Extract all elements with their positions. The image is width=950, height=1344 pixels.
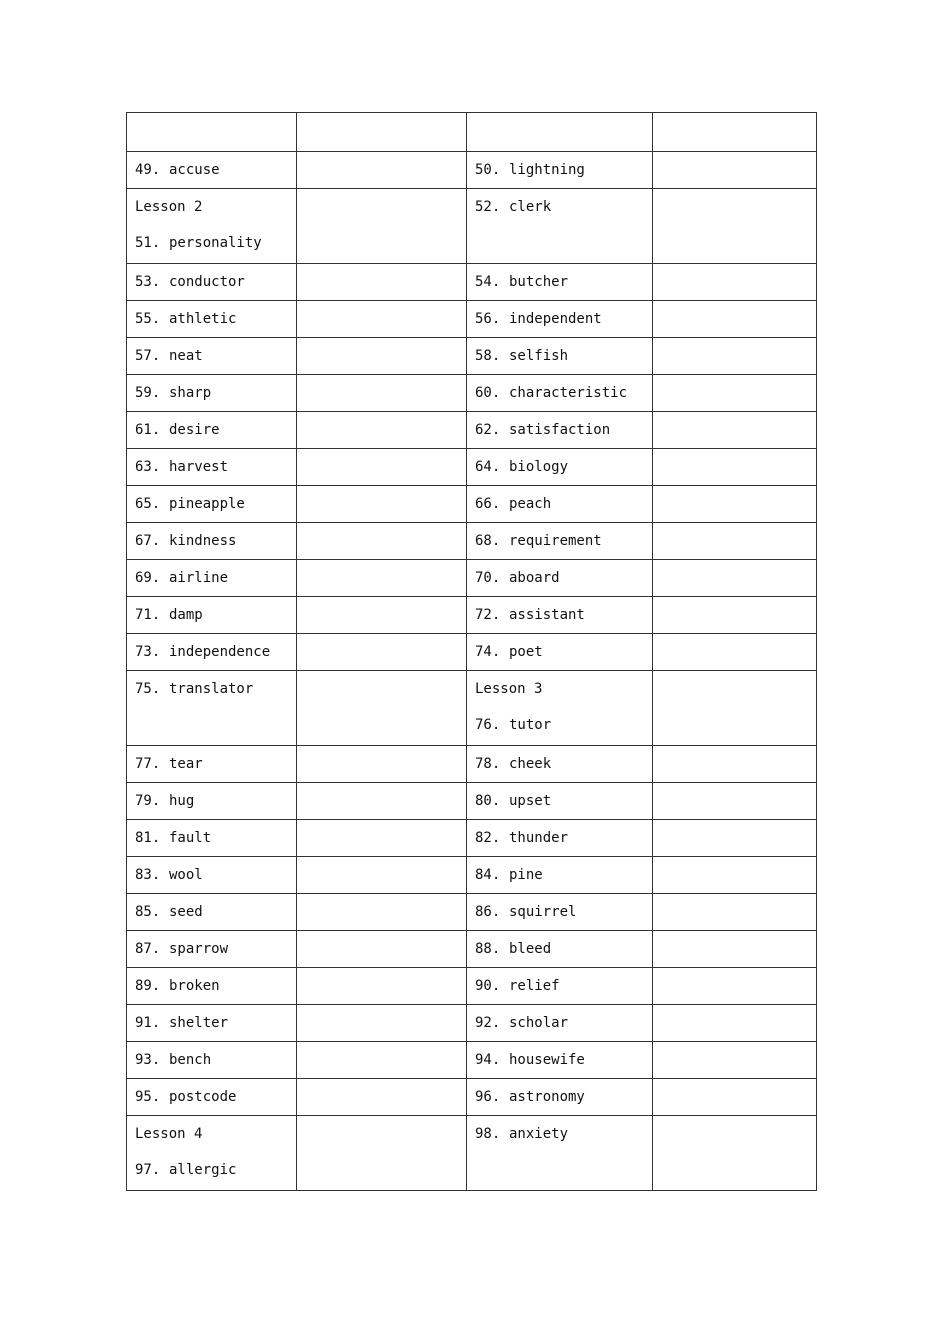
entry-word: broken xyxy=(169,978,220,994)
right-answer-cell[interactable] xyxy=(653,1079,817,1116)
vocab-entry xyxy=(135,486,288,522)
vocab-entry xyxy=(475,338,644,374)
entry-number: 66. xyxy=(475,496,501,512)
right-word-cell xyxy=(467,264,653,301)
entry-word: accuse xyxy=(169,162,220,178)
right-word-cell xyxy=(467,449,653,486)
left-answer-cell[interactable] xyxy=(297,671,467,746)
entry-word: damp xyxy=(169,607,203,623)
lesson-heading xyxy=(135,189,288,225)
left-word-cell xyxy=(127,338,297,375)
left-answer-cell[interactable] xyxy=(297,931,467,968)
table-row xyxy=(127,152,817,189)
entry-number: 73. xyxy=(135,644,161,660)
vocab-entry xyxy=(475,189,644,225)
left-word-cell xyxy=(127,264,297,301)
left-answer-cell[interactable] xyxy=(297,783,467,820)
left-answer-cell[interactable] xyxy=(297,820,467,857)
entry-number: 67. xyxy=(135,533,161,549)
right-word-cell xyxy=(467,338,653,375)
entry-number: 89. xyxy=(135,978,161,994)
right-answer-cell[interactable] xyxy=(653,671,817,746)
left-word-cell xyxy=(127,1005,297,1042)
left-word-cell xyxy=(127,1042,297,1079)
right-word-cell xyxy=(467,486,653,523)
vocab-entry xyxy=(135,301,288,337)
entry-number: 93. xyxy=(135,1052,161,1068)
left-word-cell xyxy=(127,857,297,894)
entry-number: 56. xyxy=(475,311,501,327)
entry-number: 57. xyxy=(135,348,161,364)
entry-word: clerk xyxy=(509,199,552,215)
right-answer-cell[interactable] xyxy=(653,560,817,597)
right-answer-cell[interactable] xyxy=(653,968,817,1005)
entry-word: upset xyxy=(509,793,552,809)
right-answer-cell[interactable] xyxy=(653,449,817,486)
right-word-cell xyxy=(467,746,653,783)
vocab-entry xyxy=(475,1116,644,1152)
entry-number: 79. xyxy=(135,793,161,809)
left-word-cell xyxy=(127,746,297,783)
left-answer-cell[interactable] xyxy=(297,486,467,523)
vocab-entry xyxy=(475,301,644,337)
table-row xyxy=(127,894,817,931)
entry-word: postcode xyxy=(169,1089,237,1105)
entry-word: sharp xyxy=(169,385,212,401)
vocab-entry xyxy=(135,597,288,633)
entry-word: pine xyxy=(509,867,543,883)
entry-number: 90. xyxy=(475,978,501,994)
entry-number: 78. xyxy=(475,756,501,772)
entry-word: kindness xyxy=(169,533,237,549)
left-answer-cell[interactable] xyxy=(297,412,467,449)
vocab-entry xyxy=(135,152,288,188)
entry-word: peach xyxy=(509,496,552,512)
left-word-cell xyxy=(127,523,297,560)
left-answer-cell[interactable] xyxy=(297,560,467,597)
vocab-entry xyxy=(135,746,288,782)
entry-word: poet xyxy=(509,644,543,660)
right-word-cell xyxy=(467,560,653,597)
entry-number: 61. xyxy=(135,422,161,438)
left-word-cell xyxy=(127,820,297,857)
vocab-entry xyxy=(135,820,288,856)
entry-word: bench xyxy=(169,1052,212,1068)
entry-word: sparrow xyxy=(169,941,229,957)
vocab-entry xyxy=(475,894,644,930)
vocab-entry xyxy=(135,264,288,300)
entry-word: thunder xyxy=(509,830,569,846)
entry-number: 82. xyxy=(475,830,501,846)
entry-word: aboard xyxy=(509,570,560,586)
entry-number: 80. xyxy=(475,793,501,809)
entry-number: 70. xyxy=(475,570,501,586)
vocab-entry xyxy=(135,338,288,374)
entry-word: astronomy xyxy=(509,1089,585,1105)
entry-word: personality xyxy=(169,235,262,251)
lesson-heading xyxy=(475,671,644,707)
right-word-cell xyxy=(467,1042,653,1079)
vocab-entry xyxy=(135,1042,288,1078)
vocab-entry xyxy=(135,634,288,670)
table-row xyxy=(127,931,817,968)
right-answer-cell[interactable] xyxy=(653,820,817,857)
entry-number: 86. xyxy=(475,904,501,920)
left-word-cell xyxy=(127,301,297,338)
vocab-entry xyxy=(475,707,644,743)
entry-word: shelter xyxy=(169,1015,229,1031)
left-word-cell xyxy=(127,671,297,746)
right-word-cell xyxy=(467,523,653,560)
right-answer-cell[interactable] xyxy=(653,523,817,560)
left-answer-cell[interactable] xyxy=(297,338,467,375)
vocab-entry xyxy=(475,931,644,967)
entry-number: 75. xyxy=(135,681,161,697)
entry-word: lightning xyxy=(509,162,585,178)
right-answer-cell[interactable] xyxy=(653,1005,817,1042)
entry-number: 83. xyxy=(135,867,161,883)
right-answer-cell[interactable] xyxy=(653,486,817,523)
table-row xyxy=(127,412,817,449)
right-word-cell xyxy=(467,671,653,746)
right-answer-cell[interactable] xyxy=(653,597,817,634)
vocab-entry xyxy=(135,1005,288,1041)
vocab-entry xyxy=(475,1042,644,1078)
entry-number: 63. xyxy=(135,459,161,475)
left-answer-cell[interactable] xyxy=(297,375,467,412)
right-answer-cell[interactable] xyxy=(653,189,817,264)
entry-number: 91. xyxy=(135,1015,161,1031)
lesson-label: Lesson 2 xyxy=(135,199,203,215)
left-word-cell xyxy=(127,375,297,412)
vocab-entry xyxy=(135,225,288,261)
vocab-entry xyxy=(475,1005,644,1041)
vocab-entry xyxy=(475,1079,644,1115)
right-answer-cell[interactable] xyxy=(653,412,817,449)
vocab-entry xyxy=(135,968,288,1004)
right-answer-cell[interactable] xyxy=(653,152,817,189)
right-word-cell xyxy=(467,857,653,894)
right-answer-cell[interactable] xyxy=(653,1116,817,1191)
entry-number: 84. xyxy=(475,867,501,883)
left-word-cell xyxy=(127,486,297,523)
vocab-entry xyxy=(135,375,288,411)
entry-word: translator xyxy=(169,681,254,697)
entry-word: housewife xyxy=(509,1052,585,1068)
entry-number: 85. xyxy=(135,904,161,920)
entry-word: allergic xyxy=(169,1162,237,1178)
right-answer-cell[interactable] xyxy=(653,746,817,783)
entry-number: 94. xyxy=(475,1052,501,1068)
vocab-entry xyxy=(135,931,288,967)
entry-word: seed xyxy=(169,904,203,920)
table-row xyxy=(127,113,817,152)
left-word-cell xyxy=(127,449,297,486)
right-word-cell xyxy=(467,152,653,189)
entry-number: 65. xyxy=(135,496,161,512)
entry-number: 87. xyxy=(135,941,161,957)
entry-word: athletic xyxy=(169,311,237,327)
right-word-cell xyxy=(467,412,653,449)
table-row xyxy=(127,560,817,597)
vocab-entry xyxy=(475,746,644,782)
left-word-cell xyxy=(127,113,297,152)
entry-number: 69. xyxy=(135,570,161,586)
entry-number: 60. xyxy=(475,385,501,401)
left-answer-cell[interactable] xyxy=(297,449,467,486)
entry-word: assistant xyxy=(509,607,585,623)
left-word-cell xyxy=(127,560,297,597)
vocab-entry xyxy=(475,820,644,856)
left-word-cell xyxy=(127,152,297,189)
right-word-cell xyxy=(467,597,653,634)
lesson-heading xyxy=(135,1116,288,1152)
table-row xyxy=(127,375,817,412)
table-row xyxy=(127,264,817,301)
entry-number: 74. xyxy=(475,644,501,660)
vocab-entry xyxy=(475,783,644,819)
left-answer-cell[interactable] xyxy=(297,746,467,783)
right-answer-cell[interactable] xyxy=(653,634,817,671)
vocab-entry xyxy=(475,264,644,300)
left-answer-cell[interactable] xyxy=(297,113,467,152)
right-answer-cell[interactable] xyxy=(653,113,817,152)
entry-word: hug xyxy=(169,793,195,809)
left-word-cell xyxy=(127,597,297,634)
entry-word: tear xyxy=(169,756,203,772)
entry-word: cheek xyxy=(509,756,552,772)
left-answer-cell[interactable] xyxy=(297,857,467,894)
entry-word: requirement xyxy=(509,533,602,549)
right-answer-cell[interactable] xyxy=(653,1042,817,1079)
right-word-cell xyxy=(467,820,653,857)
right-answer-cell[interactable] xyxy=(653,338,817,375)
entry-number: 92. xyxy=(475,1015,501,1031)
entry-number: 64. xyxy=(475,459,501,475)
entry-word: pineapple xyxy=(169,496,245,512)
right-answer-cell[interactable] xyxy=(653,264,817,301)
entry-number: 71. xyxy=(135,607,161,623)
entry-number: 95. xyxy=(135,1089,161,1105)
left-word-cell xyxy=(127,412,297,449)
vocab-entry xyxy=(135,1152,288,1188)
entry-number: 62. xyxy=(475,422,501,438)
right-word-cell xyxy=(467,1005,653,1042)
left-answer-cell[interactable] xyxy=(297,1042,467,1079)
right-word-cell xyxy=(467,634,653,671)
left-answer-cell[interactable] xyxy=(297,634,467,671)
entry-number: 52. xyxy=(475,199,501,215)
left-answer-cell[interactable] xyxy=(297,1005,467,1042)
vocab-entry xyxy=(135,560,288,596)
vocab-entry xyxy=(475,597,644,633)
entry-word: relief xyxy=(509,978,560,994)
table-row xyxy=(127,301,817,338)
vocab-entry xyxy=(475,449,644,485)
table-row xyxy=(127,820,817,857)
left-answer-cell[interactable] xyxy=(297,1079,467,1116)
table-row xyxy=(127,1042,817,1079)
table-row xyxy=(127,486,817,523)
entry-word: biology xyxy=(509,459,569,475)
entry-number: 76. xyxy=(475,717,501,733)
entry-word: neat xyxy=(169,348,203,364)
vocab-entry xyxy=(475,412,644,448)
vocab-entry xyxy=(135,783,288,819)
entry-word: butcher xyxy=(509,274,569,290)
right-word-cell xyxy=(467,1079,653,1116)
right-answer-cell[interactable] xyxy=(653,894,817,931)
left-answer-cell[interactable] xyxy=(297,968,467,1005)
right-answer-cell[interactable] xyxy=(653,783,817,820)
entry-number: 88. xyxy=(475,941,501,957)
entry-word: fault xyxy=(169,830,212,846)
left-answer-cell[interactable] xyxy=(297,1116,467,1191)
entry-word: desire xyxy=(169,422,220,438)
entry-number: 68. xyxy=(475,533,501,549)
vocab-entry xyxy=(135,671,288,707)
left-answer-cell[interactable] xyxy=(297,264,467,301)
table-row xyxy=(127,746,817,783)
right-word-cell xyxy=(467,189,653,264)
left-word-cell xyxy=(127,931,297,968)
vocab-entry xyxy=(475,486,644,522)
entry-number: 58. xyxy=(475,348,501,364)
vocabulary-table xyxy=(126,112,817,1191)
left-word-cell xyxy=(127,634,297,671)
table-row xyxy=(127,634,817,671)
entry-number: 98. xyxy=(475,1126,501,1142)
right-word-cell xyxy=(467,113,653,152)
table-row xyxy=(127,1005,817,1042)
entry-word: squirrel xyxy=(509,904,577,920)
right-answer-cell[interactable] xyxy=(653,857,817,894)
left-word-cell xyxy=(127,1116,297,1191)
left-word-cell xyxy=(127,894,297,931)
vocab-entry xyxy=(475,152,644,188)
right-word-cell xyxy=(467,783,653,820)
right-answer-cell[interactable] xyxy=(653,931,817,968)
table-row xyxy=(127,968,817,1005)
left-answer-cell[interactable] xyxy=(297,152,467,189)
vocab-entry xyxy=(135,894,288,930)
entry-word: selfish xyxy=(509,348,569,364)
entry-number: 55. xyxy=(135,311,161,327)
vocab-entry xyxy=(135,857,288,893)
entry-number: 81. xyxy=(135,830,161,846)
left-answer-cell[interactable] xyxy=(297,301,467,338)
table-row xyxy=(127,671,817,746)
lesson-label: Lesson 3 xyxy=(475,681,543,697)
entry-number: 97. xyxy=(135,1162,161,1178)
right-answer-cell[interactable] xyxy=(653,375,817,412)
entry-number: 59. xyxy=(135,385,161,401)
entry-word: satisfaction xyxy=(509,422,611,438)
vocab-entry xyxy=(135,1079,288,1115)
table-row xyxy=(127,857,817,894)
table-row xyxy=(127,449,817,486)
table-row xyxy=(127,597,817,634)
right-word-cell xyxy=(467,894,653,931)
left-answer-cell[interactable] xyxy=(297,597,467,634)
entry-word: bleed xyxy=(509,941,552,957)
entry-word: independent xyxy=(509,311,602,327)
table-row xyxy=(127,338,817,375)
entry-number: 77. xyxy=(135,756,161,772)
entry-word: independence xyxy=(169,644,271,660)
left-word-cell xyxy=(127,783,297,820)
entry-word: characteristic xyxy=(509,385,628,401)
right-answer-cell[interactable] xyxy=(653,301,817,338)
entry-number: 54. xyxy=(475,274,501,290)
left-word-cell xyxy=(127,1079,297,1116)
entry-number: 96. xyxy=(475,1089,501,1105)
table-row xyxy=(127,1116,817,1191)
right-word-cell xyxy=(467,931,653,968)
vocab-entry xyxy=(475,857,644,893)
left-answer-cell[interactable] xyxy=(297,894,467,931)
entry-number: 72. xyxy=(475,607,501,623)
entry-number: 51. xyxy=(135,235,161,251)
entry-word: scholar xyxy=(509,1015,569,1031)
left-word-cell xyxy=(127,189,297,264)
right-word-cell xyxy=(467,968,653,1005)
left-answer-cell[interactable] xyxy=(297,189,467,264)
left-word-cell xyxy=(127,968,297,1005)
vocab-entry xyxy=(135,412,288,448)
entry-word: anxiety xyxy=(509,1126,569,1142)
right-word-cell xyxy=(467,301,653,338)
entry-word: conductor xyxy=(169,274,245,290)
vocab-entry xyxy=(475,523,644,559)
entry-word: harvest xyxy=(169,459,229,475)
vocab-entry xyxy=(475,560,644,596)
table-row xyxy=(127,1079,817,1116)
lesson-label: Lesson 4 xyxy=(135,1126,203,1142)
entry-number: 50. xyxy=(475,162,501,178)
entry-word: tutor xyxy=(509,717,552,733)
vocab-entry xyxy=(135,449,288,485)
vocab-entry xyxy=(475,634,644,670)
table-row xyxy=(127,783,817,820)
table-row xyxy=(127,189,817,264)
left-answer-cell[interactable] xyxy=(297,523,467,560)
entry-number: 49. xyxy=(135,162,161,178)
entry-number: 53. xyxy=(135,274,161,290)
vocabulary-table-body xyxy=(127,113,817,1191)
vocab-entry xyxy=(135,523,288,559)
vocab-entry xyxy=(475,968,644,1004)
entry-word: wool xyxy=(169,867,203,883)
table-row xyxy=(127,523,817,560)
vocab-entry xyxy=(475,375,644,411)
right-word-cell xyxy=(467,1116,653,1191)
right-word-cell xyxy=(467,375,653,412)
entry-word: airline xyxy=(169,570,229,586)
